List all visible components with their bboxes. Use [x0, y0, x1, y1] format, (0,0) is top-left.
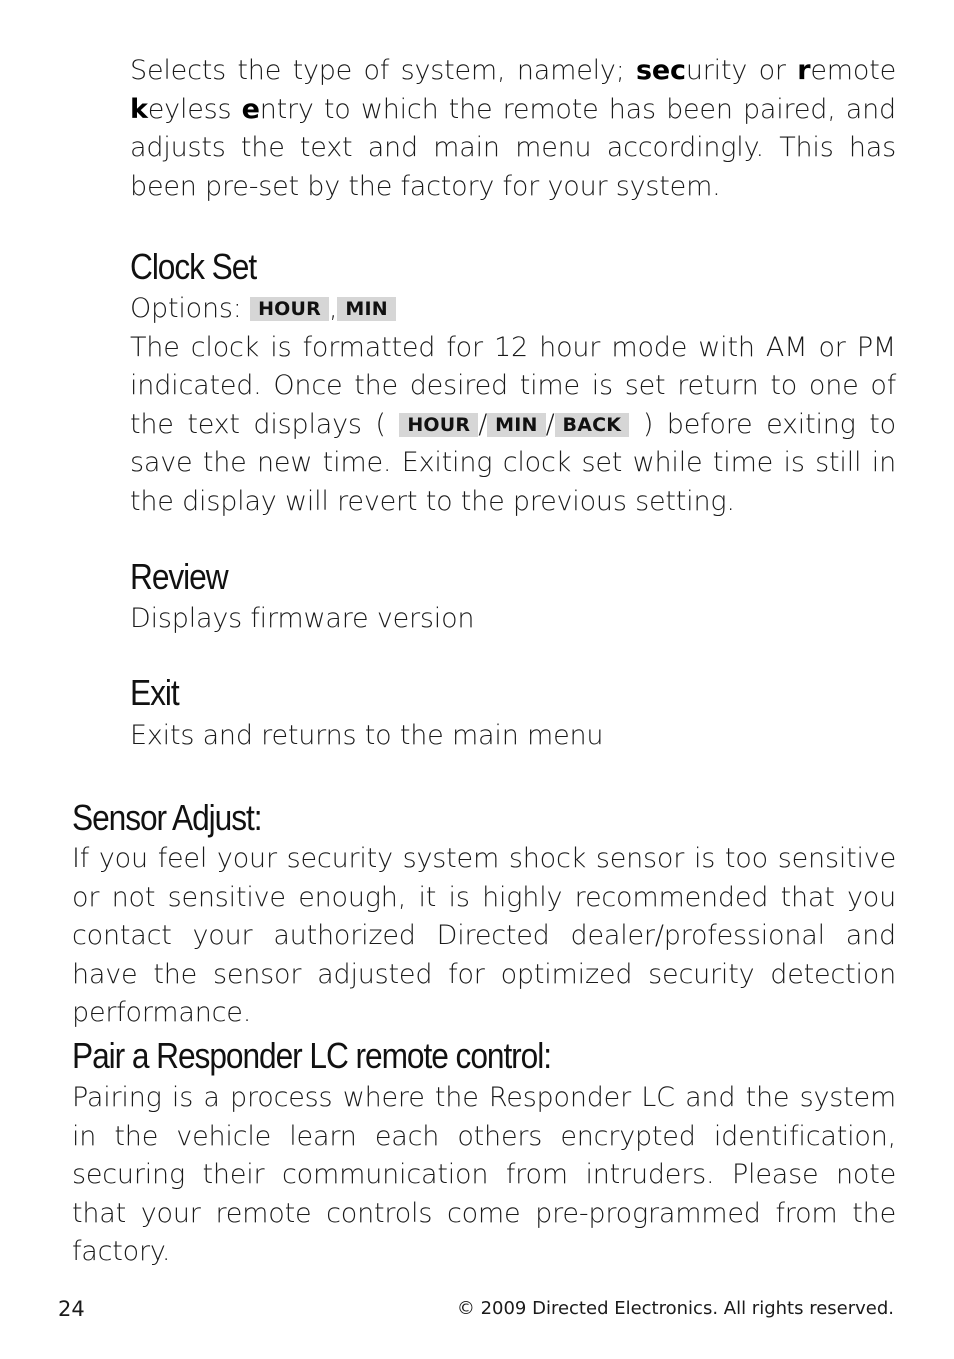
clock-set-options: Options: HOUR , MIN [130, 290, 896, 329]
copyright-notice: © 2009 Directed Electronics. All rights reserved. [456, 1298, 894, 1319]
pair-body: Pairing is a process where the Responder LC and the system in the vehicle learn each others encrypted identification, securing their communication from intruders. Please note that your remote controls come pre-programmed from the factory. [72, 1082, 896, 1267]
review-body-wrap [130, 600, 896, 639]
clock-set-heading: Clock Set [130, 246, 257, 287]
hour-key-label: HOUR [250, 297, 329, 321]
exit-body: Exits and returns to the main menu [130, 720, 604, 751]
sensor-adjust-body-wrap [72, 840, 896, 1033]
clock-set-section [130, 246, 896, 288]
review-section [130, 556, 896, 598]
page-number: 24 [58, 1297, 85, 1321]
exit-section [130, 672, 896, 714]
exit-heading: Exit [130, 672, 179, 713]
pair-body-wrap [72, 1079, 896, 1272]
clock-set-description: The clock is formatted for 12 hour mode with AM or PM indicated. Once the desired time is set return to one of the text displays ( HOUR / MIN / BACK ) before exiting to save the new time. Exiting clock set while time is still in the display will revert to the previous setting. [130, 331, 896, 517]
pair-section [72, 1035, 896, 1077]
sensor-adjust-section [72, 797, 896, 839]
intro-section [130, 52, 896, 206]
sensor-adjust-body: If you feel your security system shock sensor is too sensitive or not sensitive enough, it is highly recommended that you contact your authorized Directed dealer/professional and have the sensor adjusted for optimized security detection performance. [72, 843, 896, 1028]
hour-key-label: HOUR [399, 413, 478, 437]
pair-heading: Pair a Responder LC remote control: [72, 1035, 551, 1076]
min-key-label: MIN [337, 297, 395, 321]
back-key-label: BACK [555, 413, 630, 437]
review-heading: Review [130, 556, 228, 597]
min-key-label: MIN [487, 413, 545, 437]
clock-set-body [130, 290, 896, 521]
review-body: Displays firmware version [130, 603, 475, 634]
sensor-adjust-heading: Sensor Adjust: [72, 797, 262, 838]
intro-paragraph: Selects the type of system, namely; security or remote keyless entry to which the remote has been paired, and adjusts the text and main menu accordingly. This has been pre-set by the factory for your system. [130, 55, 897, 202]
exit-body-wrap [130, 717, 896, 756]
